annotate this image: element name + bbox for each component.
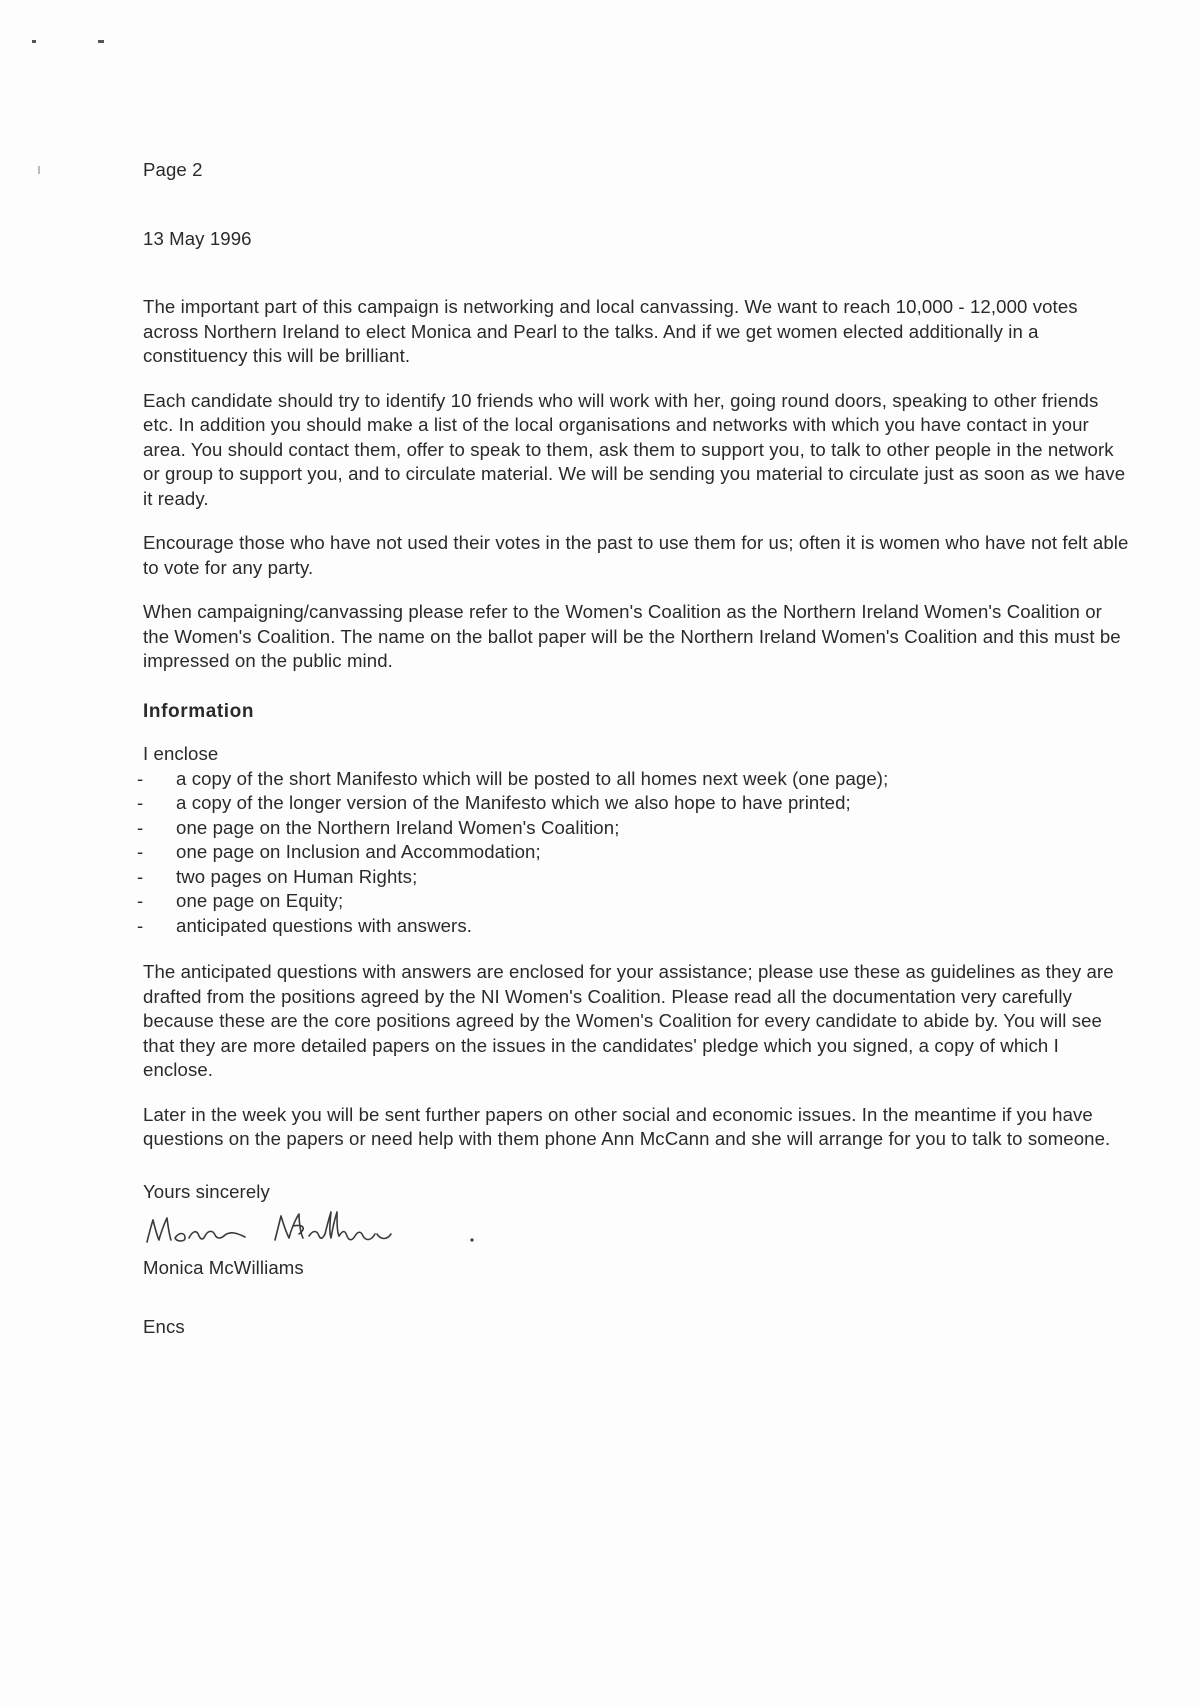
scan-speck — [98, 40, 104, 43]
page-number: Page 2 — [143, 159, 203, 180]
bullet-dash: - — [137, 767, 144, 789]
scan-speck — [32, 40, 36, 43]
bullet-dash: - — [137, 792, 144, 813]
paragraph-coalition-name: When campaigning/canvassing please refer to the Women's Coalition as the Northern Ireland Women's Coalition or the Women's Coalition. The name on the ballot paper will be the Northern Ireland Women's Coalition and this must be impressed on the public mind. — [143, 601, 1121, 671]
list-item-text: one page on Equity; — [176, 890, 344, 911]
list-item-text: one page on Inclusion and Accommodation; — [176, 841, 541, 862]
bullet-dash: - — [137, 914, 144, 936]
list-item — [137, 816, 1133, 841]
enclosures-note: Encs — [143, 1315, 185, 1337]
paragraph-encourage-voters: Encourage those who have not used their votes in the past to use them for us; often it is women who have not felt able to vote for any party. — [143, 532, 1129, 578]
bullet-dash: - — [137, 865, 144, 887]
list-item — [137, 767, 1133, 792]
paragraph-later-papers: Later in the week you will be sent further papers on other social and economic issues. In the meantime if you have questions on the papers or need help with them phone Ann McCann and she will arrange for you to talk to someone. — [143, 1103, 1111, 1149]
bullet-dash: - — [137, 816, 144, 838]
letter-body — [137, 158, 1133, 1339]
section-heading-information: Information — [143, 700, 255, 722]
closing-salutation: Yours sincerely — [143, 1180, 270, 1202]
signer-name: Monica McWilliams — [143, 1257, 304, 1278]
paragraph-candidate-friends: Each candidate should try to identify 10 friends who will work with her, going round doors, speaking to other friends etc. In addition you should make a list of the local organisations and networks with which you have contact in your area. You should contact them, offer to speak to them, ask them to support you, to talk to other people in the network or group to support you, and to circulate material. We will be sending you material to circulate just as soon as we have it ready. — [143, 389, 1126, 509]
enclose-intro: I enclose — [143, 743, 219, 764]
enclosure-list — [137, 767, 1133, 939]
scan-speck — [38, 166, 40, 174]
handwritten-signature — [141, 1206, 511, 1254]
bullet-dash: - — [137, 890, 144, 911]
list-item-text: a copy of the longer version of the Manifesto which we also hope to have printed; — [176, 792, 851, 813]
list-item-text: a copy of the short Manifesto which will be posted to all homes next week (one page); — [176, 767, 889, 789]
list-item-text: one page on the Northern Ireland Women's Coalition; — [176, 816, 620, 838]
list-item — [137, 840, 1133, 865]
bullet-dash: - — [137, 841, 144, 862]
list-item-text: anticipated questions with answers. — [176, 914, 472, 936]
list-item — [137, 791, 1133, 816]
paragraph-networking: The important part of this campaign is networking and local canvassing. We want to reach 10,000 - 12,000 votes across Northern Ireland to elect Monica and Pearl to the talks. And if we get women elected additionally in a constituency this will be brilliant. — [143, 296, 1078, 366]
letter-date: 13 May 1996 — [143, 227, 252, 249]
list-item — [137, 889, 1133, 914]
paragraph-anticipated-questions: The anticipated questions with answers are enclosed for your assistance; please use these as guidelines as they are drafted from the positions agreed by the NI Women's Coalition. Please read all the documentation very carefully because these are the core positions agreed by the Women's Coalition for every candidate to abide by. You will see that they are more detailed papers on the issues in the candidates' pledge which you signed, a copy of which I enclose. — [143, 961, 1114, 1080]
list-item — [137, 914, 1133, 939]
list-item-text: two pages on Human Rights; — [176, 865, 418, 887]
list-item — [137, 865, 1133, 890]
